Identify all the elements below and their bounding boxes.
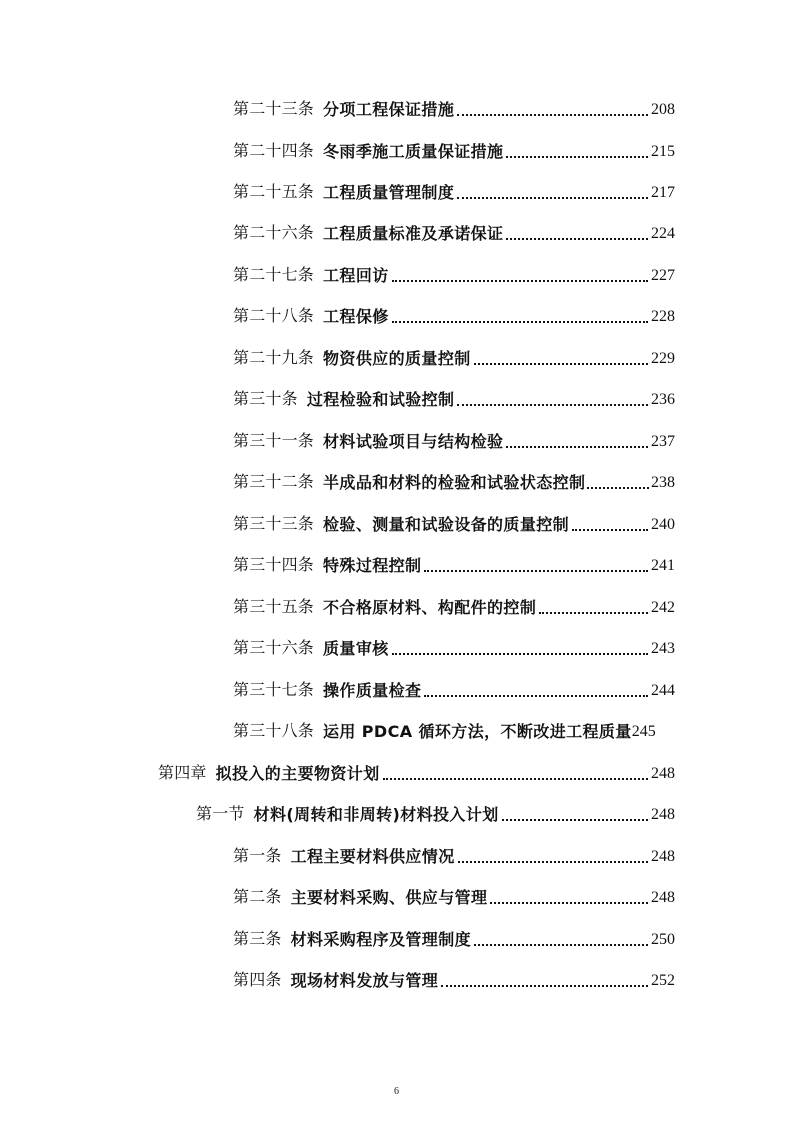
toc-entry-title: 材料采购程序及管理制度 — [290, 930, 472, 949]
toc-entry-page-number: 237 — [651, 433, 675, 450]
toc-entry[interactable] — [233, 136, 675, 164]
toc-entry[interactable] — [233, 94, 675, 122]
toc-entry-title: 主要材料采购、供应与管理 — [290, 888, 488, 907]
dot-leader — [490, 902, 648, 904]
toc-entry-title: 现场材料发放与管理 — [290, 971, 439, 990]
toc-entry[interactable] — [233, 260, 675, 288]
toc-entry-title: 材料(周转和非周转)材料投入计划 — [253, 805, 499, 824]
toc-entry-page-number: 236 — [651, 391, 675, 408]
toc-entry[interactable] — [196, 799, 675, 827]
toc-entry-page-number: 245 — [631, 723, 656, 740]
dot-leader — [457, 114, 648, 116]
toc-entry[interactable] — [233, 882, 675, 910]
toc-entry-label: 第三十二条 — [233, 474, 315, 491]
toc-entry-title: 工程质量标准及承诺保证 — [323, 224, 504, 243]
toc-entry[interactable] — [233, 675, 675, 703]
toc-entry-label: 第二十三条 — [233, 101, 315, 118]
toc-entry[interactable] — [233, 467, 675, 495]
toc-entry-label: 第三十五条 — [233, 599, 315, 616]
dot-leader — [424, 695, 648, 697]
toc-entry[interactable] — [233, 218, 675, 246]
toc-entry-page-number: 227 — [651, 267, 675, 284]
toc-entry-page-number: 248 — [651, 848, 675, 865]
dot-leader — [474, 944, 648, 946]
toc-entry-title: 冬雨季施工质量保证措施 — [323, 142, 504, 161]
toc-entry[interactable] — [233, 592, 675, 620]
toc-entry-page-number: 240 — [651, 516, 675, 533]
toc-entry-page-number: 248 — [651, 806, 675, 823]
dot-leader — [506, 446, 648, 448]
toc-entry-label: 第二十八条 — [233, 308, 315, 325]
toc-entry-title: 工程主要材料供应情况 — [290, 847, 455, 866]
toc-entry-title: 运用 PDCA 循环方法，不断改进工程质量 — [323, 722, 632, 741]
dot-leader — [572, 529, 648, 531]
toc-entry-page-number: 208 — [651, 101, 675, 118]
toc-entry-label: 第三十六条 — [233, 640, 315, 657]
toc-entry-label: 第一条 — [233, 848, 282, 865]
toc-entry-title: 过程检验和试验控制 — [306, 390, 455, 409]
toc-entry-label: 第四章 — [158, 765, 207, 782]
toc-entry-label: 第三十条 — [233, 391, 298, 408]
toc-entry-page-number: 228 — [651, 308, 675, 325]
toc-entry[interactable] — [233, 509, 675, 537]
toc-entry-label: 第三条 — [233, 931, 282, 948]
toc-entry[interactable] — [233, 301, 675, 329]
toc-entry[interactable] — [233, 841, 675, 869]
toc-entry-title: 分项工程保证措施 — [323, 100, 455, 119]
toc-entry-page-number: 252 — [651, 972, 675, 989]
toc-entry-label: 第一节 — [196, 806, 245, 823]
toc-entry-label: 第二十四条 — [233, 143, 315, 160]
toc-entry[interactable] — [233, 633, 675, 661]
toc-entry-page-number: 238 — [651, 474, 675, 491]
toc-entry[interactable] — [233, 384, 675, 412]
toc-entry-page-number: 242 — [651, 599, 675, 616]
toc-entry-page-number: 215 — [651, 143, 675, 160]
dot-leader — [392, 321, 648, 323]
dot-leader — [506, 238, 648, 240]
toc-entry-label: 第三十一条 — [233, 433, 315, 450]
toc-entry-page-number: 248 — [651, 889, 675, 906]
toc-entry[interactable] — [158, 758, 675, 786]
toc-entry[interactable] — [233, 965, 675, 993]
dot-leader — [502, 819, 648, 821]
toc-entry-title: 操作质量检查 — [323, 681, 422, 700]
toc-entry-title: 材料试验项目与结构检验 — [323, 432, 504, 451]
toc-entry-title: 工程回访 — [323, 266, 389, 285]
dot-leader — [424, 570, 648, 572]
dot-leader — [392, 653, 648, 655]
toc-entry-label: 第三十七条 — [233, 682, 315, 699]
toc-entry-label: 第二十七条 — [233, 267, 315, 284]
dot-leader — [506, 156, 648, 158]
toc-entry-title: 拟投入的主要物资计划 — [215, 764, 380, 783]
toc-entry[interactable] — [233, 343, 675, 371]
toc-entry-label: 第二十六条 — [233, 225, 315, 242]
toc-entry[interactable] — [233, 716, 702, 744]
toc-entry-page-number: 243 — [651, 640, 675, 657]
toc-entry-label: 第三十四条 — [233, 557, 315, 574]
toc-entry-label: 第四条 — [233, 972, 282, 989]
toc-entry-title: 工程保修 — [323, 307, 389, 326]
dot-leader — [457, 197, 648, 199]
dot-leader — [539, 612, 648, 614]
toc-entry-page-number: 224 — [651, 225, 675, 242]
toc-entry-page-number: 217 — [651, 184, 675, 201]
toc-entry-label: 第三十八条 — [233, 723, 315, 740]
toc-entry-page-number: 244 — [651, 682, 675, 699]
toc-entry-label: 第二十九条 — [233, 350, 315, 367]
toc-entry[interactable] — [233, 426, 675, 454]
toc-entry-title: 质量审核 — [323, 639, 389, 658]
toc-entry-title: 检验、测量和试验设备的质量控制 — [323, 515, 570, 534]
toc-entry-label: 第二条 — [233, 889, 282, 906]
page-number-footer: 6 — [394, 1086, 399, 1097]
toc-entry-title: 不合格原材料、构配件的控制 — [323, 598, 537, 617]
dot-leader — [458, 861, 648, 863]
toc-entry-page-number: 229 — [651, 350, 675, 367]
toc-entry-page-number: 241 — [651, 557, 675, 574]
toc-entry-page-number: 248 — [651, 765, 675, 782]
dot-leader — [587, 487, 649, 489]
toc-entry-page-number: 250 — [651, 931, 675, 948]
dot-leader — [474, 363, 648, 365]
toc-entry-label: 第二十五条 — [233, 184, 315, 201]
toc-entry-title: 物资供应的质量控制 — [323, 349, 471, 368]
dot-leader — [383, 778, 648, 780]
dot-leader — [392, 280, 648, 282]
toc-entry[interactable] — [233, 924, 675, 952]
toc-entry-title: 特殊过程控制 — [323, 556, 422, 575]
toc-entry-title: 半成品和材料的检验和试验状态控制 — [323, 473, 586, 492]
toc-entry-title: 工程质量管理制度 — [323, 183, 455, 202]
toc-entry[interactable] — [233, 177, 675, 205]
dot-leader — [441, 985, 648, 987]
toc-entry[interactable] — [233, 550, 675, 578]
toc-entry-label: 第三十三条 — [233, 516, 315, 533]
dot-leader — [457, 404, 648, 406]
